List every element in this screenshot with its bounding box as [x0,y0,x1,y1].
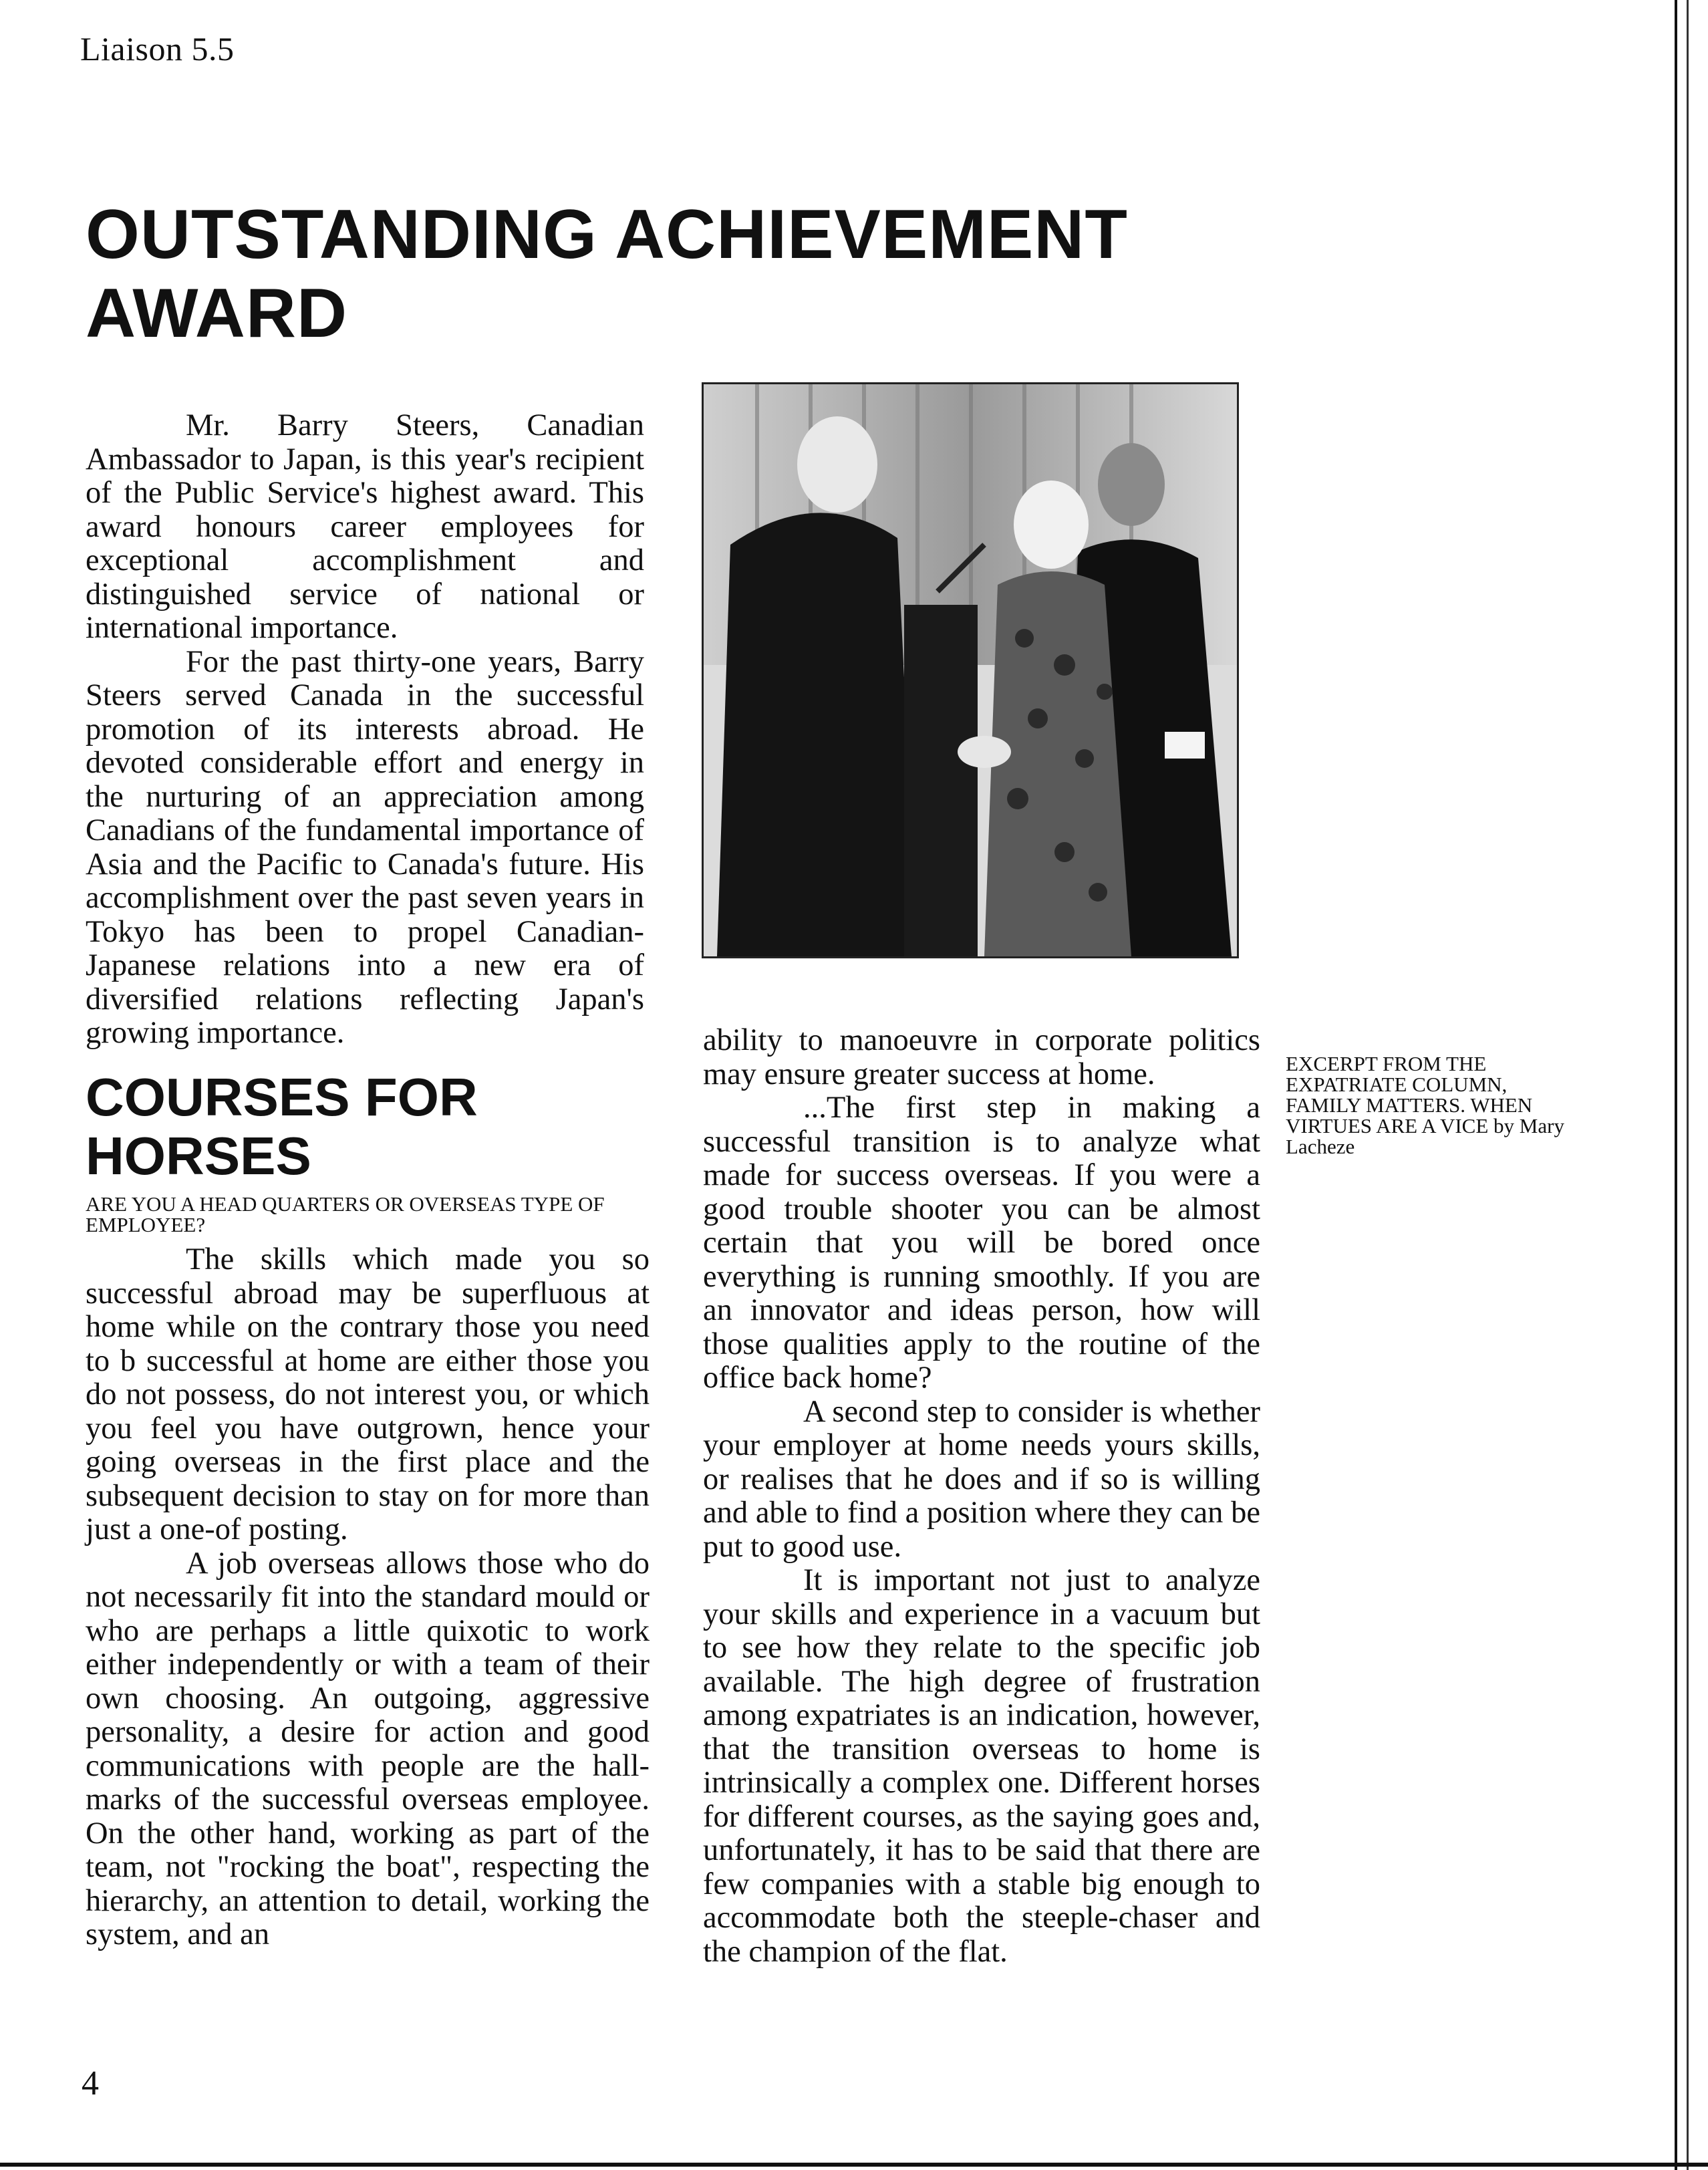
award-ceremony-photo-drawing [704,384,1237,956]
running-head: Liaison 5.5 [80,30,235,67]
excerpt-source-note: EXCERPT FROM THE EXPATRIATE COLUMN, FAMILY MATTERS. WHEN VIRTUES ARE A VICE by Mary Lacheze [1286,1052,1564,1158]
award-paragraph-1: Mr. Barry Steers, Canadian Ambassador to Japan, is this year's recipient of the Public Service's highest award. This award honours career employees for exceptional accomplishment and distinguished service of national or international importance. [86,408,644,645]
page-edge-rule [1675,0,1677,2170]
page-bottom-rule [0,2163,1708,2167]
courses-paragraph-1: The skills which made you so successful abroad may be superfluous at home while on the contrary those you need to b successful at home are either those you do not possess, do not interest you, or which you feel you have outgrown, hence your going overseas in the first place and the subsequent decision to stay on for more than just a one-of posting. [86,1242,650,1546]
courses-column-1 [86,1243,650,1952]
courses-paragraph-2: A job overseas allows those who do not necessarily fit into the standard mould or who are perhaps a little quixotic to work either independently or with a team of their own choosing. An outgoing, aggressive personality, a desire for action and good communications with people are the hall-marks of the successful overseas employee. On the other hand, working as part of the team, not "rocking the boat", respecting the hierarchy, an attention to detail, working the system, and an [86,1546,650,1951]
courses-continuation: ability to manoeuvre in corporate politics may ensure greater success at home. [703,1023,1260,1091]
courses-column-2 [703,1024,1260,1969]
award-ceremony-photo [702,382,1239,958]
article-kicker: ARE YOU A HEAD QUARTERS OR OVERSEAS TYPE OF EMPLOYEE? [86,1192,605,1236]
page-edge-rule-inner [1687,0,1689,2170]
award-paragraph-2: For the past thirty-one years, Barry Steers served Canada in the successful promotion of its interests abroad. He devoted considerable effort and energy in the nurturing of an appreciation among Canadians of the fundamental importance of Asia and the Pacific to Canada's future. His accomplishment over the past seven years in Tokyo has been to propel Canadian-Japanese relations into a new era of diversified relations reflecting Japan's growing importance. [86,644,644,1050]
article-title-courses-for-horses: COURSES FOR HORSES [86,1067,478,1186]
article-title: OUTSTANDING ACHIEVEMENT AWARD [86,196,1128,352]
courses-paragraph-5: It is important not just to analyze your skills and experience in a vacuum but to see how they relate to the specific job available. The high degree of frustration among expatriates is an indication, however, that the transition overseas to home is intrinsically a complex one. Different horses for different courses, as the saying goes and, unfortunately, it has to be said that there are few companies with a stable big enough to accommodate both the steeple-chaser and the champion of the flat. [703,1563,1260,1969]
courses-paragraph-4: A second step to consider is whether your employer at home needs yours skills, or realises that he does and if so is willing and able to find a position where they can be put to good use. [703,1394,1260,1564]
award-article-body [86,409,644,1051]
page-number: 4 [82,2064,99,2103]
courses-paragraph-3: ...The first step in making a successful transition is to analyze what made for success overseas. If you were a good trouble shooter you can be almost certain that you will be bored once everything is running smoothly. If you are an innovator and ideas person, how will those qualities apply to the routine of the office back home? [703,1091,1260,1395]
